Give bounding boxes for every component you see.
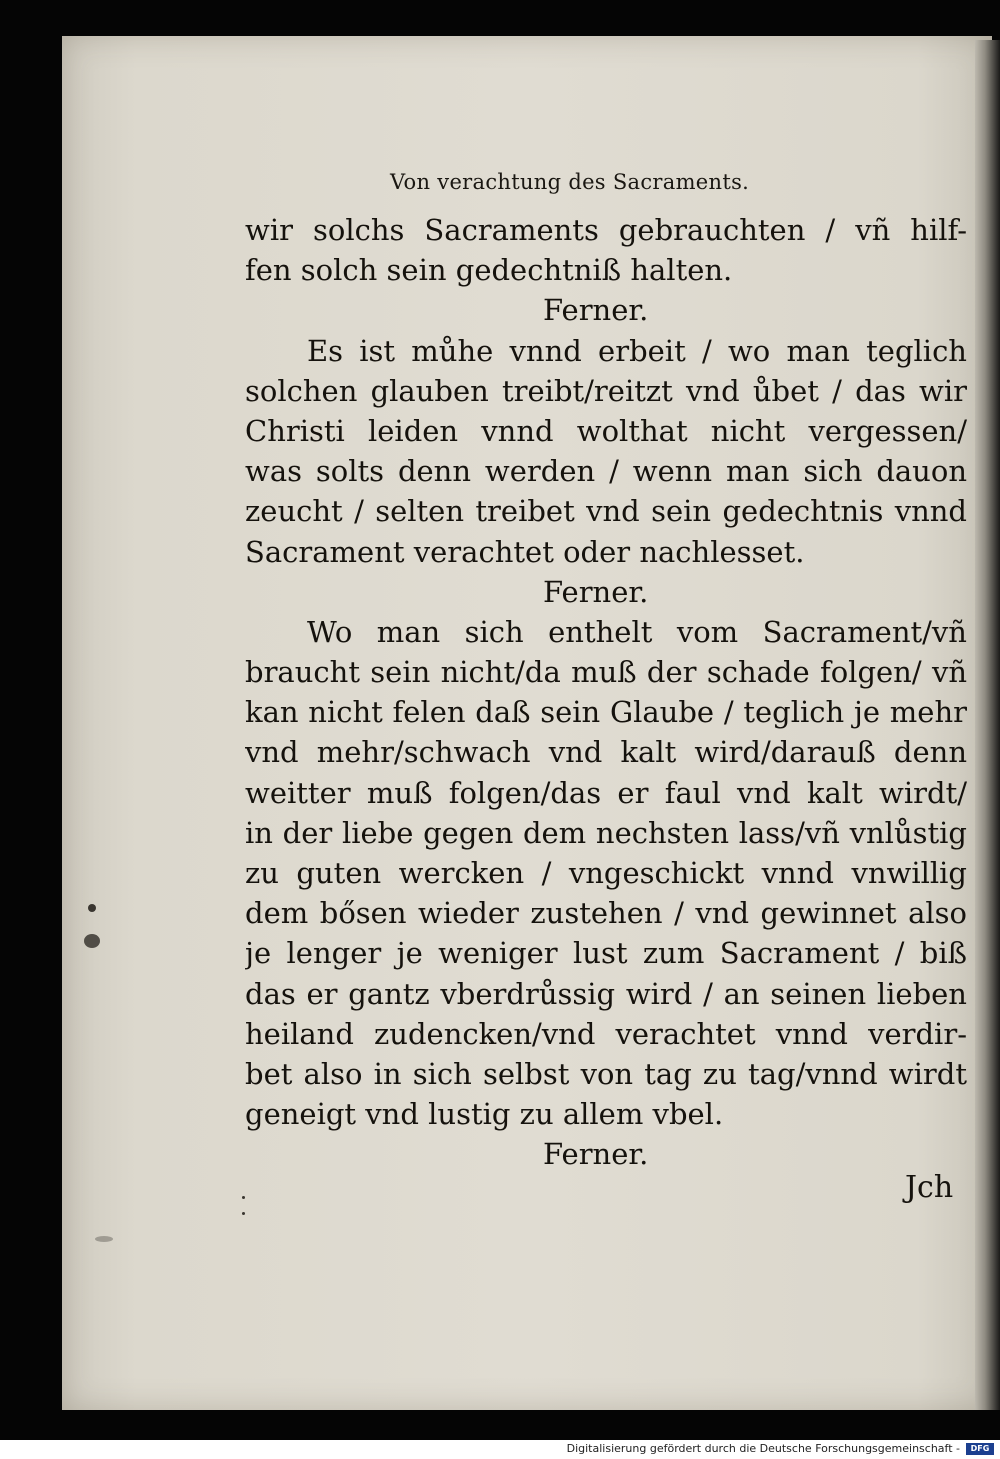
text-line: wir solchs Sacraments gebrauchten / vñ hilf-	[245, 213, 967, 247]
text-line: dem bősen wieder zustehen / vnd gewinnet also	[245, 896, 967, 931]
text-line: was solts denn werden / wenn man sich dauon	[245, 454, 967, 489]
text-line: Christi leiden vnnd wolthat nicht vergessen/	[245, 413, 967, 448]
text-line: Wo man sich enthelt vom Sacrament/vñ	[307, 614, 967, 649]
text-line: zeucht / selten treibet vnd sein gedechtnis vnnd	[245, 494, 967, 529]
text-line: zu guten wercken / vngeschickt vnnd vnwillig	[245, 856, 967, 890]
text-line: das er gantz vberdrůssig wird / an seinen lieben	[245, 976, 967, 1011]
catchword: Jch	[905, 1170, 954, 1205]
page-stain	[95, 1236, 113, 1242]
text-line: vnd mehr/schwach vnd kalt wird/darauß denn	[245, 735, 967, 770]
text-line: solchen glauben treibt/reitzt vnd ůbet / das wir	[245, 373, 967, 408]
text-line: heiland zudencken/vnd verachtet vnnd verdir-	[245, 1016, 967, 1051]
page-stain	[88, 904, 96, 912]
footer-bar	[0, 1440, 1000, 1459]
dfg-logo: DFG	[966, 1443, 994, 1455]
text-line: Es ist můhe vnnd erbeit / wo man teglich	[307, 333, 967, 368]
page-stain	[242, 1212, 245, 1215]
section-heading: Ferner.	[543, 1137, 649, 1172]
section-heading: Ferner.	[543, 293, 649, 328]
text-line: in der liebe gegen dem nechsten lass/vñ vnlůstig	[245, 815, 967, 850]
text-line: fen solch sein gedechtniß halten.	[245, 253, 733, 288]
page-stain	[242, 1196, 245, 1199]
text-line: geneigt vnd lustig zu allem vbel.	[245, 1097, 724, 1132]
page-stain	[84, 934, 100, 948]
page-edge-shadow	[975, 40, 1000, 1410]
text-line: je lenger je weniger lust zum Sacrament / biß	[245, 936, 967, 971]
text-line: weitter muß folgen/das er faul vnd kalt wirdt/	[245, 775, 967, 810]
running-head: Von verachtung des Sacraments.	[390, 170, 750, 194]
text-line: braucht sein nicht/da muß der schade folgen/ vñ	[245, 655, 967, 690]
section-heading: Ferner.	[543, 574, 649, 609]
body-text	[245, 210, 967, 1175]
footer-credit: Digitalisierung gefördert durch die Deutsche Forschungsgemeinschaft -	[566, 1442, 960, 1455]
text-line: Sacrament verachtet oder nachlesset.	[245, 534, 805, 569]
text-line: kan nicht felen daß sein Glaube / teglich je mehr	[245, 695, 967, 730]
text-line: bet also in sich selbst von tag zu tag/vnnd wirdt	[245, 1056, 967, 1091]
